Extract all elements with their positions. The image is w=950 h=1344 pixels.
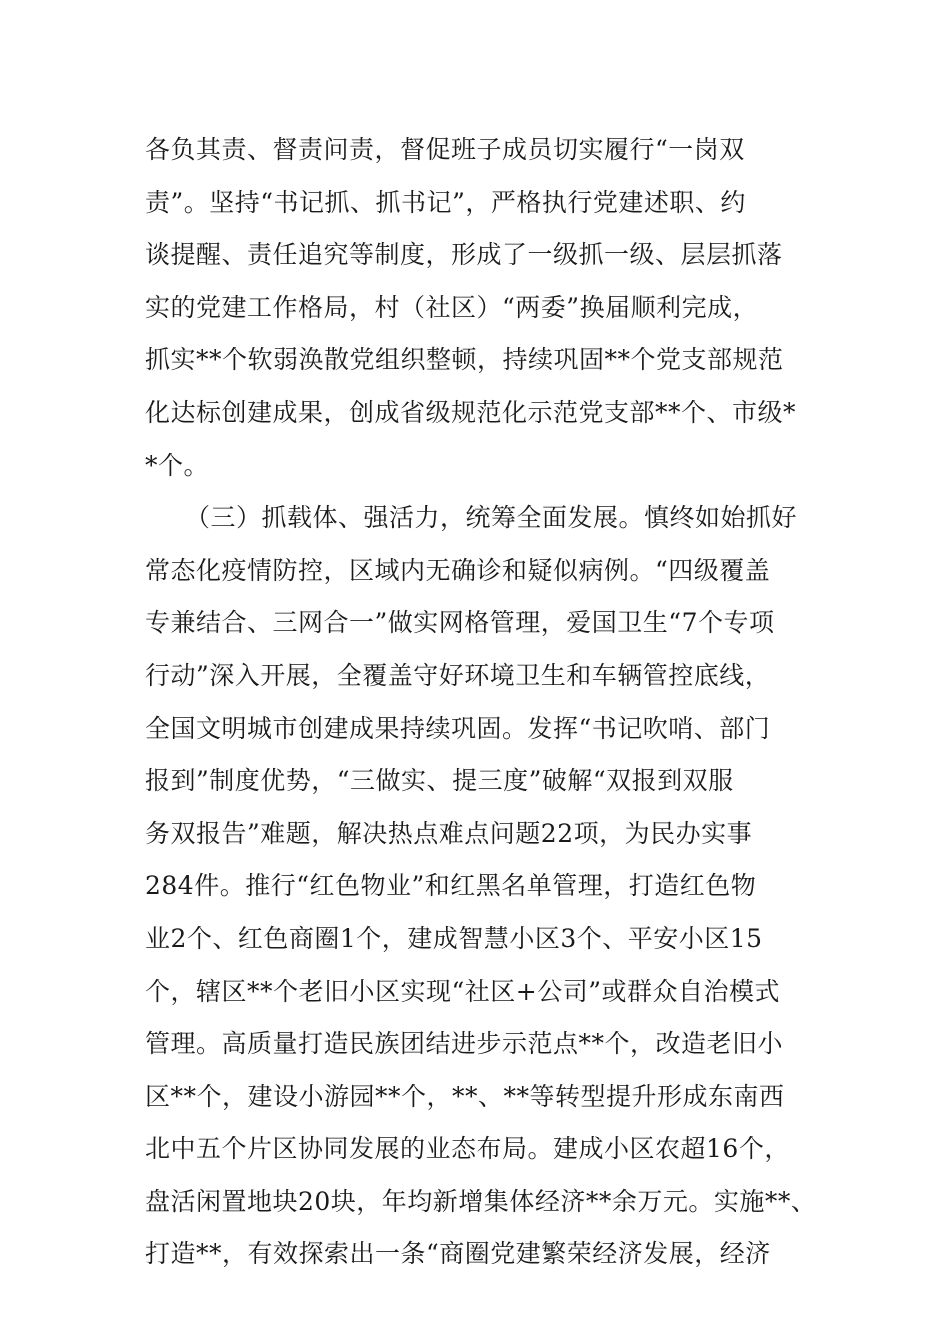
text-line: *个。 [145,450,210,480]
text-line: 区**个，建设小游园**个，**、**等转型提升形成东南西 [145,1081,785,1111]
text-line: 盘活闲置地块20块，年均新增集体经济**余万元。实施**、 [145,1186,817,1216]
text-line: 谈提醒、责任追究等制度，形成了一级抓一级、层层抓落 [145,240,783,270]
body-text [145,124,845,1281]
section-heading-line: （三）抓载体、强活力，统筹全面发展。慎终如始抓好 [185,503,798,533]
text-line: 化达标创建成果，创成省级规范化示范党支部**个、市级* [145,397,797,427]
text-line: 284件。推行“红色物业”和红黑名单管理，打造红色物 [145,871,757,901]
text-line: 个，辖区**个老旧小区实现“社区+公司”或群众自治模式 [145,976,781,1006]
text-line: 实的党建工作格局，村（社区）“两委”换届顺利完成， [145,292,759,322]
text-line: 各负其责、督责问责，督促班子成员切实履行“一岗双 [145,135,745,164]
text-line: 务双报告”难题，解决热点难点问题22项，为民办实事 [145,818,753,848]
text-line: 北中五个片区协同发展的业态布局。建成小区农超16个， [145,1134,790,1164]
text-line: 报到”制度优势，“三做实、提三度”破解“双报到双服 [145,766,734,796]
text-line: 专兼结合、三网合一”做实网格管理，爱国卫生“7个专项 [145,608,775,638]
text-line: 行动”深入开展，全覆盖守好环境卫生和车辆管控底线， [145,660,771,690]
text-line: 抓实**个软弱涣散党组织整顿，持续巩固**个党支部规范 [145,345,784,375]
text-line: 全国文明城市创建成果持续巩固。发挥“书记吹哨、部门 [145,713,771,743]
text-line: 常态化疫情防控，区域内无确诊和疑似病例。“四级覆盖 [145,555,771,585]
text-line: 业2个、红色商圈1个，建成智慧小区3个、平安小区15 [145,923,763,953]
text-line: 管理。高质量打造民族团结进步示范点**个，改造老旧小 [145,1029,784,1059]
text-line: 打造**，有效探索出一条“商圈党建繁荣经济发展，经济 [145,1239,771,1269]
text-line: 责”。坚持“书记抓、抓书记”，严格执行党建述职、约 [145,187,746,217]
